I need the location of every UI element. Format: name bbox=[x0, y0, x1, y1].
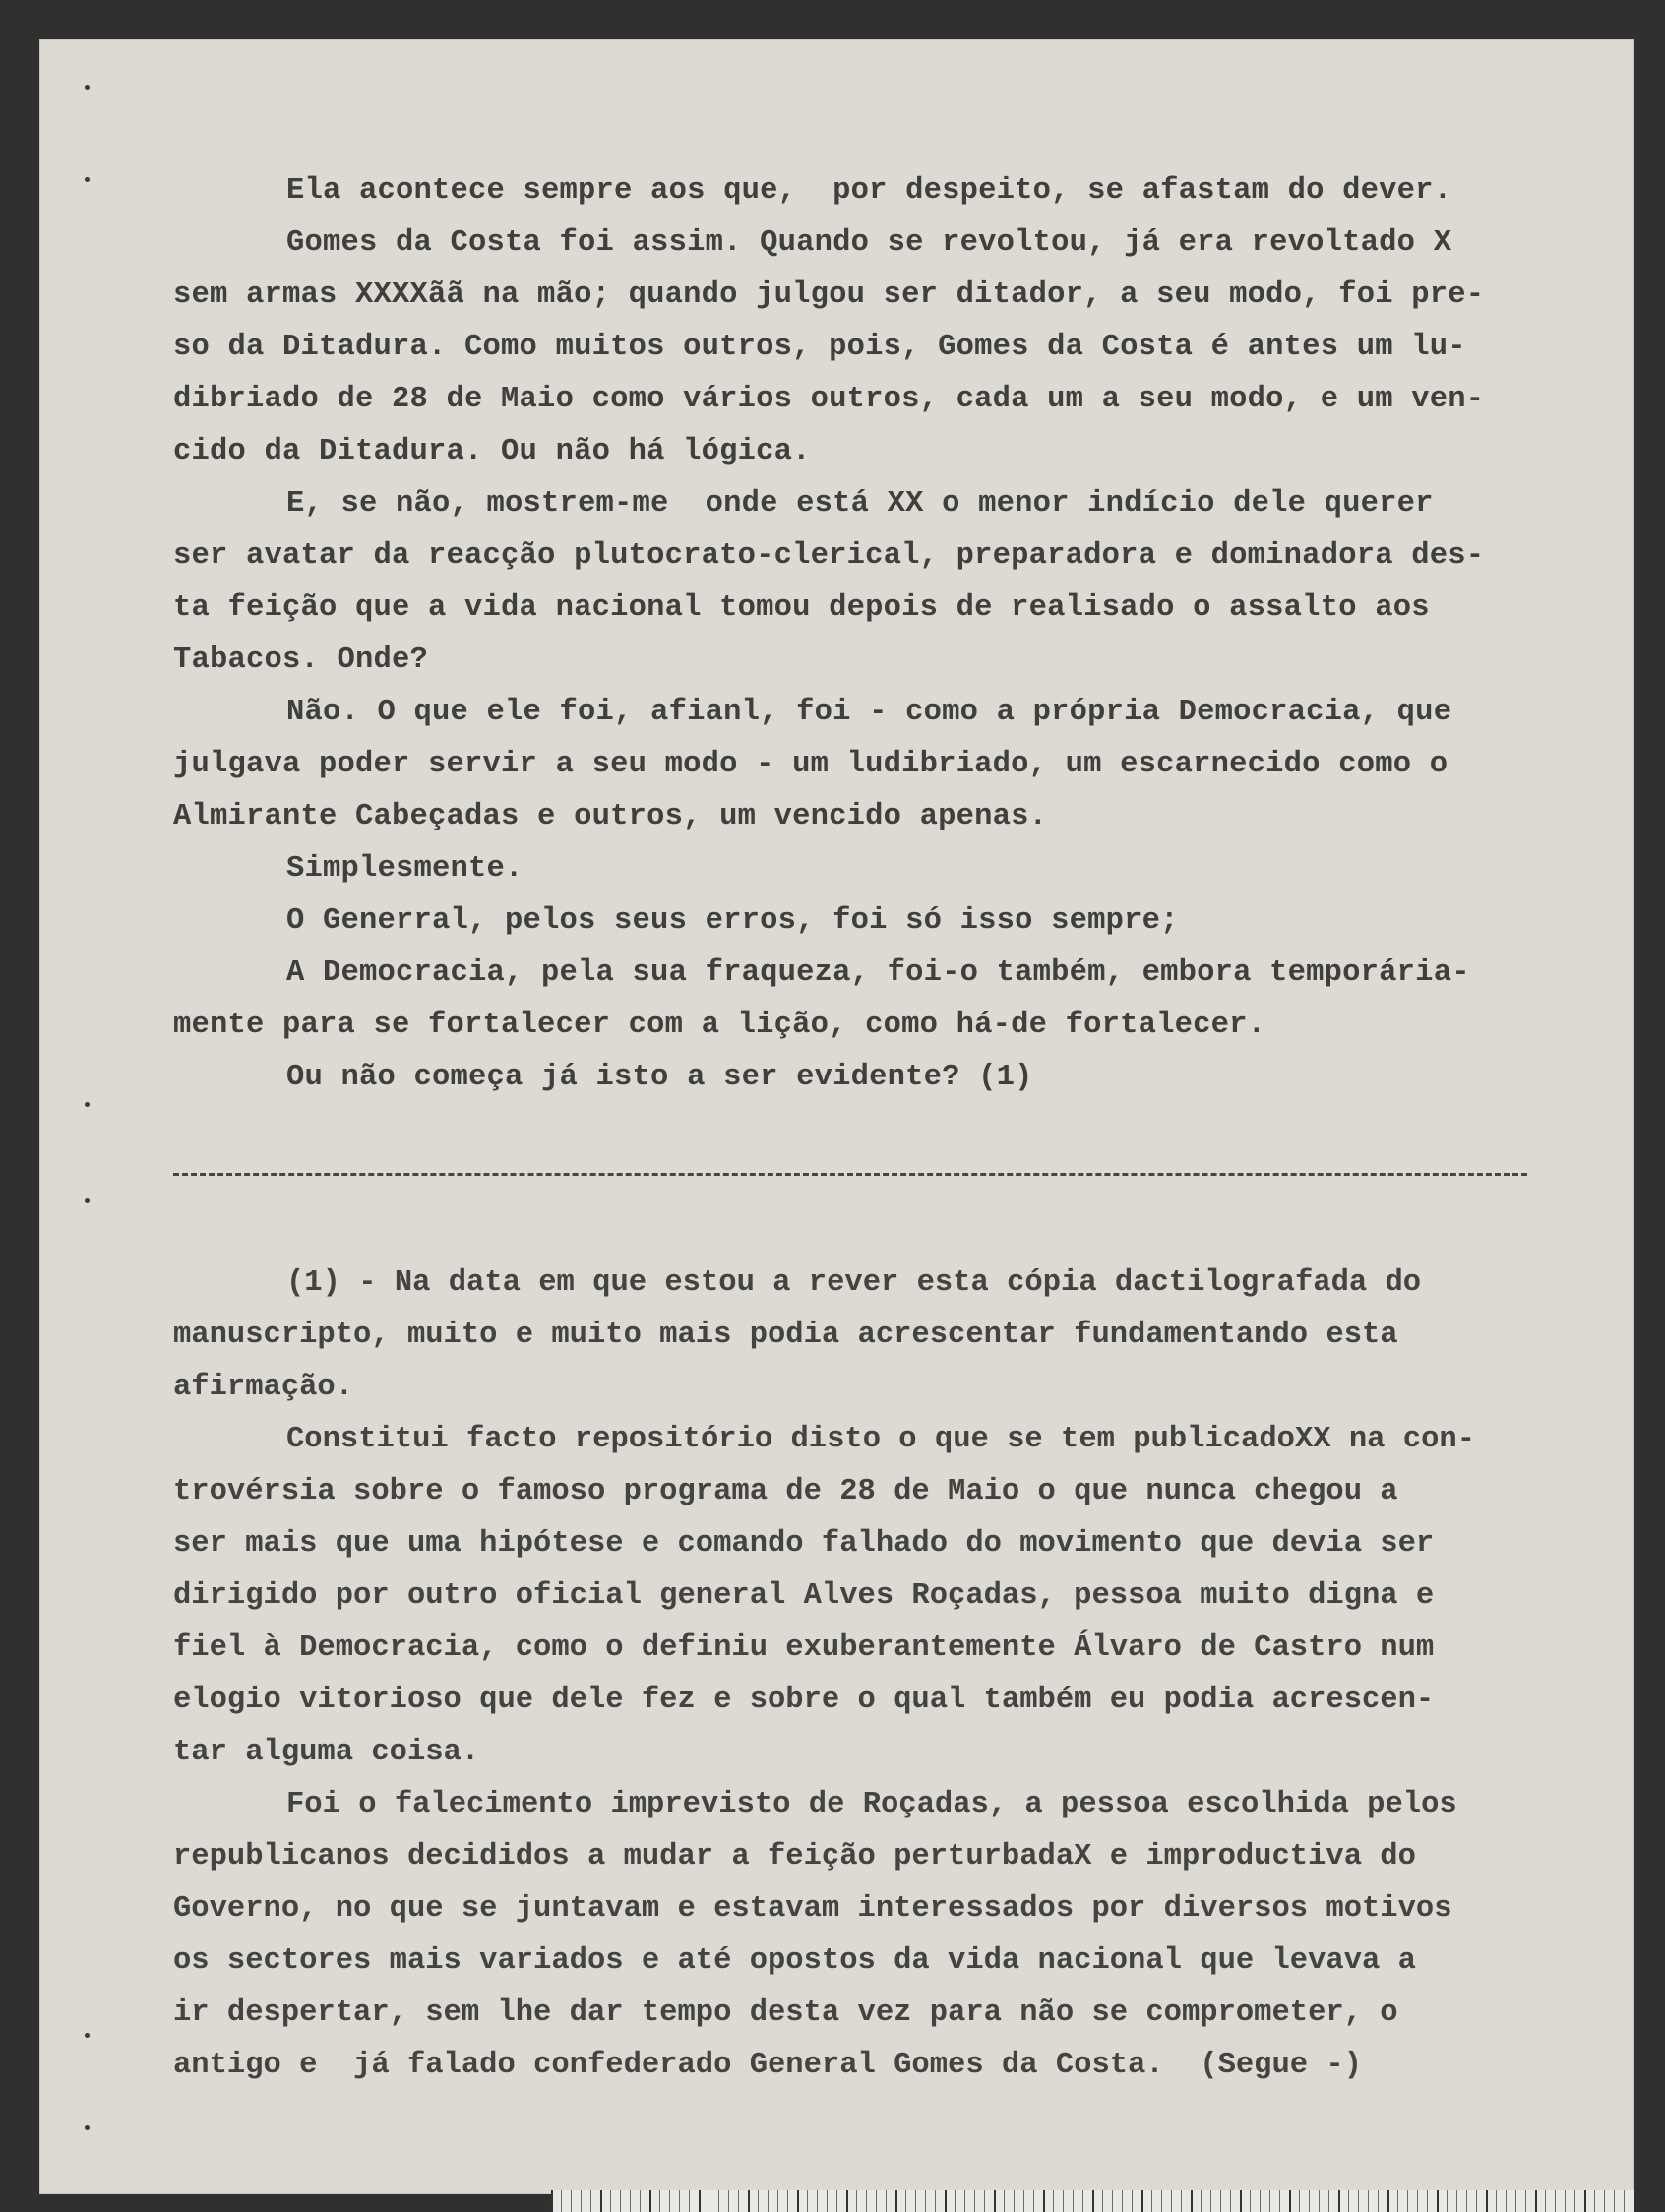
text-line: cido da Ditadura. Ou não há lógica. bbox=[173, 435, 811, 468]
footnote-line: elogio vitorioso que dele fez e sobre o qual também eu podia acrescen- bbox=[173, 1684, 1435, 1717]
punch-hole bbox=[85, 1102, 90, 1107]
footnote-line: tar alguma coisa. bbox=[173, 1736, 480, 1769]
main-text bbox=[173, 165, 1571, 1104]
footnote-line: trovérsia sobre o famoso programa de 28 de Maio o que nunca chegou a bbox=[173, 1475, 1398, 1508]
punch-hole bbox=[85, 85, 90, 90]
text-line: Tabacos. Onde? bbox=[173, 644, 429, 677]
text-line: mente para se fortalecer com a lição, como há-de fortalecer. bbox=[173, 1009, 1266, 1042]
punch-hole bbox=[85, 2125, 90, 2130]
punch-hole bbox=[85, 1198, 90, 1203]
text-line: so da Ditadura. Como muitos outros, pois, Gomes da Costa é antes um lu- bbox=[173, 331, 1466, 364]
footnote-line: os sectores mais variados e até opostos da vida nacional que levava a bbox=[173, 1944, 1416, 1978]
footnote-line: afirmação. bbox=[173, 1371, 354, 1404]
text-line: E, se não, mostrem-me onde está XX o menor indício dele querer bbox=[286, 487, 1434, 521]
text-line: A Democracia, pela sua fraqueza, foi-o também, embora temporária- bbox=[286, 956, 1470, 990]
scale-ruler bbox=[551, 2190, 1634, 2212]
text-line: Não. O que ele foi, afianl, foi - como a própria Democracia, que bbox=[286, 696, 1452, 729]
footnote-line: (1) - Na data em que estou a rever esta cópia dactilografada do bbox=[286, 1266, 1422, 1300]
text-line: ser avatar da reacção plutocrato-clerical, preparadora e dominadora des- bbox=[173, 539, 1485, 573]
footnote-line: ir despertar, sem lhe dar tempo desta vez para não se comprometer, o bbox=[173, 1997, 1398, 2030]
footnote-line: republicanos decididos a mudar a feição perturbadaX e improductiva do bbox=[173, 1840, 1416, 1874]
footnote-line: Foi o falecimento imprevisto de Roçadas, a pessoa escolhida pelos bbox=[286, 1788, 1457, 1821]
text-line: Ela acontece sempre aos que, por despeito, se afastam do dever. bbox=[286, 174, 1452, 208]
text-line: julgava poder servir a seu modo - um ludibriado, um escarnecido como o bbox=[173, 748, 1449, 781]
text-line: dibriado de 28 de Maio como vários outros, cada um a seu modo, e um ven- bbox=[173, 383, 1485, 416]
text-line: Gomes da Costa foi assim. Quando se revoltou, já era revoltado X bbox=[286, 226, 1452, 260]
footnote-text bbox=[173, 1258, 1571, 2092]
footnote-line: manuscripto, muito e muito mais podia acrescentar fundamentando esta bbox=[173, 1319, 1398, 1352]
text-line: Almirante Cabeçadas e outros, um vencido apenas. bbox=[173, 800, 1048, 833]
punch-hole bbox=[85, 2033, 90, 2038]
text-line: sem armas XXXXãã na mão; quando julgou ser ditador, a seu modo, foi pre- bbox=[173, 278, 1485, 312]
text-line: Simplesmente. bbox=[286, 852, 524, 886]
text-line: O Generral, pelos seus erros, foi só isso sempre; bbox=[286, 904, 1179, 938]
dashed-separator bbox=[173, 1173, 1527, 1176]
footnote-line: fiel à Democracia, como o definiu exuberantemente Álvaro de Castro num bbox=[173, 1631, 1435, 1665]
footnote-line: Constitui facto repositório disto o que se tem publicadoXX na con- bbox=[286, 1423, 1475, 1456]
footnote-line: dirigido por outro oficial general Alves Roçadas, pessoa muito digna e bbox=[173, 1579, 1435, 1613]
punch-hole bbox=[85, 177, 90, 182]
footnote-line: Governo, no que se juntavam e estavam interessados por diversos motivos bbox=[173, 1892, 1452, 1926]
footnote-line: antigo e já falado confederado General Gomes da Costa. (Segue -) bbox=[173, 2049, 1362, 2082]
footnote-line: ser mais que uma hipótese e comando falhado do movimento que devia ser bbox=[173, 1527, 1435, 1561]
ruler-major-ticks bbox=[551, 2190, 1634, 2212]
text-line: ta feição que a vida nacional tomou depois de realisado o assalto aos bbox=[173, 591, 1430, 625]
text-line: Ou não começa já isto a ser evidente? (1) bbox=[286, 1061, 1033, 1094]
